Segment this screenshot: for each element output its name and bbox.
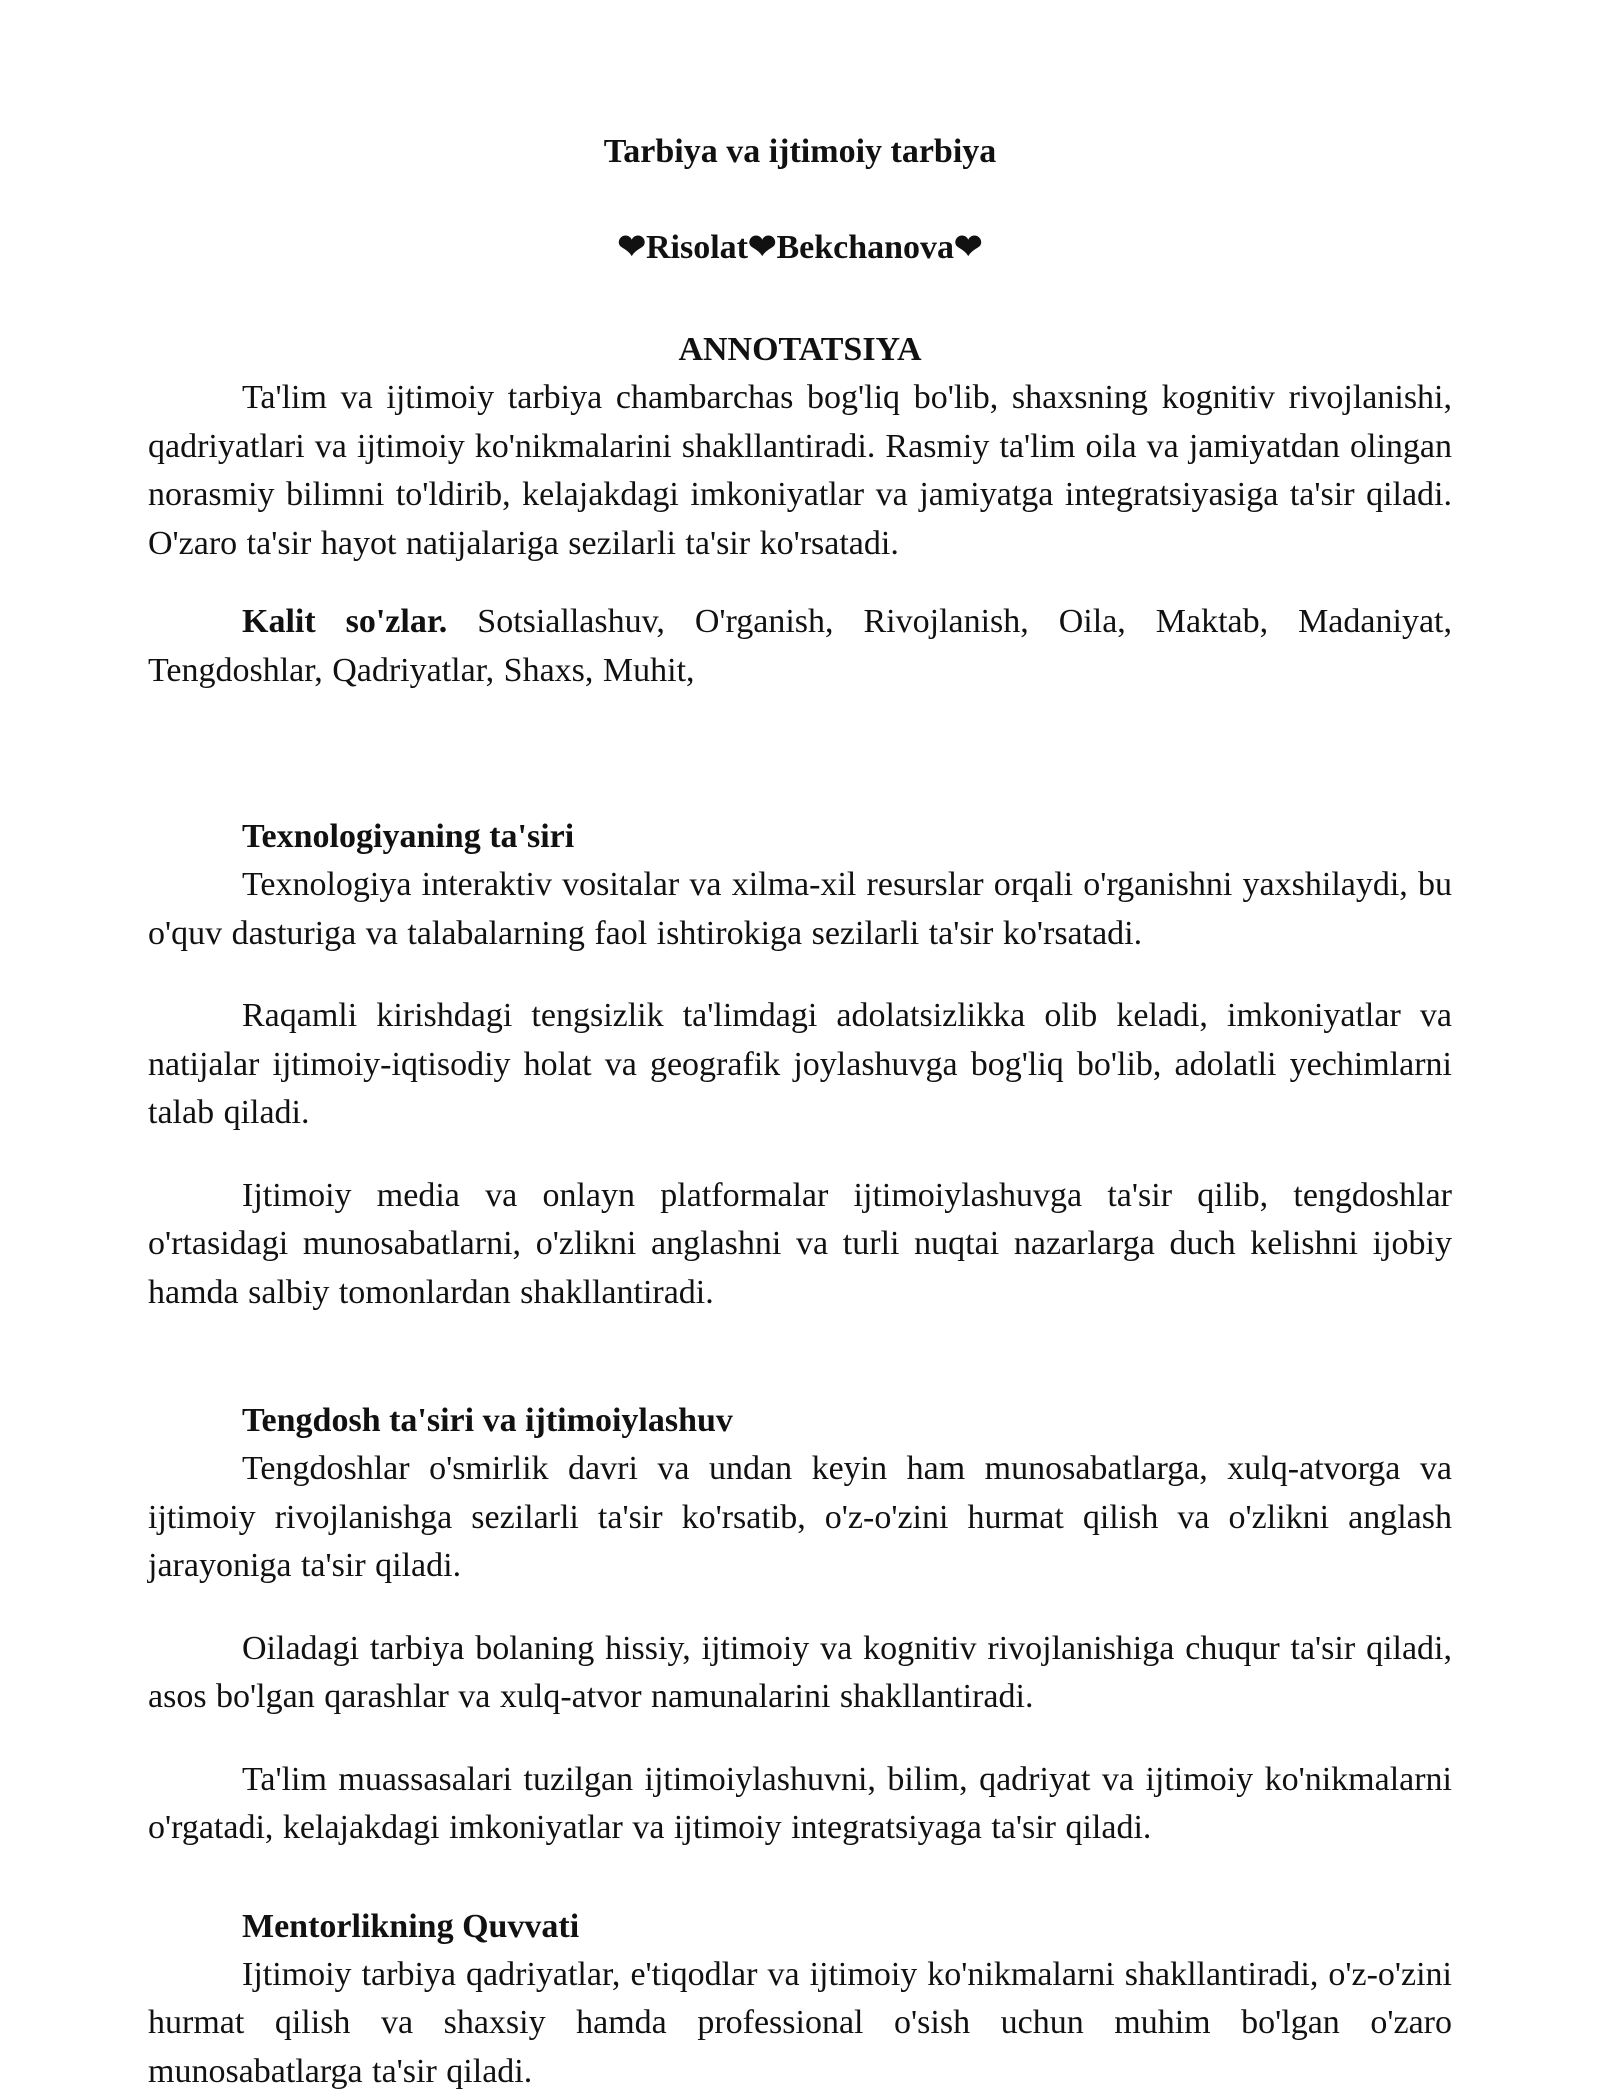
section-paragraph: Ta'lim muassasalari tuzilgan ijtimoiylashuvni, bilim, qadriyat va ijtimoiy ko'nikmalarni o'rgatadi, kelajakdagi imkoniyatlar va ijtimoiy integratsiyaga ta'sir qiladi. <box>148 1756 1452 1853</box>
annotation-heading: ANNOTATSIYA <box>148 326 1452 374</box>
section-paragraph: Ijtimoiy media va onlayn platformalar ijtimoiylashuvga ta'sir qilib, tengdoshlar o'rtasidagi munosabatlarni, o'zlikni anglashni va turli nuqtai nazarlarga duch kelishni ijobiy hamda salbiy tomonlardan shakllantiradi. <box>148 1172 1452 1318</box>
section-heading-technology: Texnologiyaning ta'siri <box>148 813 1452 861</box>
section-paragraph: Ijtimoiy tarbiya qadriyatlar, e'tiqodlar va ijtimoiy ko'nikmalarni shakllantiradi, o'z-o'zini hurmat qilish va shaxsiy hamda professional o'sish uchun muhim bo'lgan o'zaro munosabatlarga ta'sir qiladi. <box>148 1951 1452 2096</box>
keywords-list: Sotsiallashuv, O'rganish, Rivojlanish, Oila, Maktab, Madaniyat, Tengdoshlar, Qadriyatlar, Shaxs, Muhit, <box>148 603 1452 689</box>
section-heading-mentorship: Mentorlikning Quvvati <box>148 1903 1452 1951</box>
document-page <box>148 0 1452 2096</box>
keywords-label: Kalit so'zlar. <box>242 603 447 640</box>
section-heading-peer-influence: Tengdosh ta'siri va ijtimoiylashuv <box>148 1397 1452 1445</box>
section-paragraph: Tengdoshlar o'smirlik davri va undan keyin ham munosabatlarga, xulq-atvorga va ijtimoiy rivojlanishga sezilarli ta'sir ko'rsatib, o'z-o'zini hurmat qilish va o'zlikni anglash jarayoniga ta'sir qiladi. <box>148 1445 1452 1591</box>
section-paragraph: Oiladagi tarbiya bolaning hissiy, ijtimoiy va kognitiv rivojlanishiga chuqur ta'sir qiladi, asos bo'lgan qarashlar va xulq-atvor namunalarini shakllantiradi. <box>148 1625 1452 1722</box>
author-name: ❤Risolat❤Bekchanova❤ <box>148 224 1452 272</box>
section-paragraph: Raqamli kirishdagi tengsizlik ta'limdagi adolatsizlikka olib keladi, imkoniyatlar va natijalar ijtimoiy-iqtisodiy holat va geografik joylashuvga bog'liq bo'lib, adolatli yechimlarni talab qiladi. <box>148 992 1452 1138</box>
document-title: Tarbiya va ijtimoiy tarbiya <box>148 128 1452 176</box>
keywords-paragraph <box>148 598 1452 695</box>
annotation-paragraph: Ta'lim va ijtimoiy tarbiya chambarchas bog'liq bo'lib, shaxsning kognitiv rivojlanishi, qadriyatlari va ijtimoiy ko'nikmalarini shakllantiradi. Rasmiy ta'lim oila va jamiyatdan olingan norasmiy bilimni to'ldirib, kelajakdagi imkoniyatlar va jamiyatga integratsiyasiga ta'sir qiladi. O'zaro ta'sir hayot natijalariga sezilarli ta'sir ko'rsatadi. <box>148 374 1452 568</box>
section-paragraph: Texnologiya interaktiv vositalar va xilma-xil resurslar orqali o'rganishni yaxshilaydi, bu o'quv dasturiga va talabalarning faol ishtirokiga sezilarli ta'sir ko'rsatadi. <box>148 861 1452 958</box>
